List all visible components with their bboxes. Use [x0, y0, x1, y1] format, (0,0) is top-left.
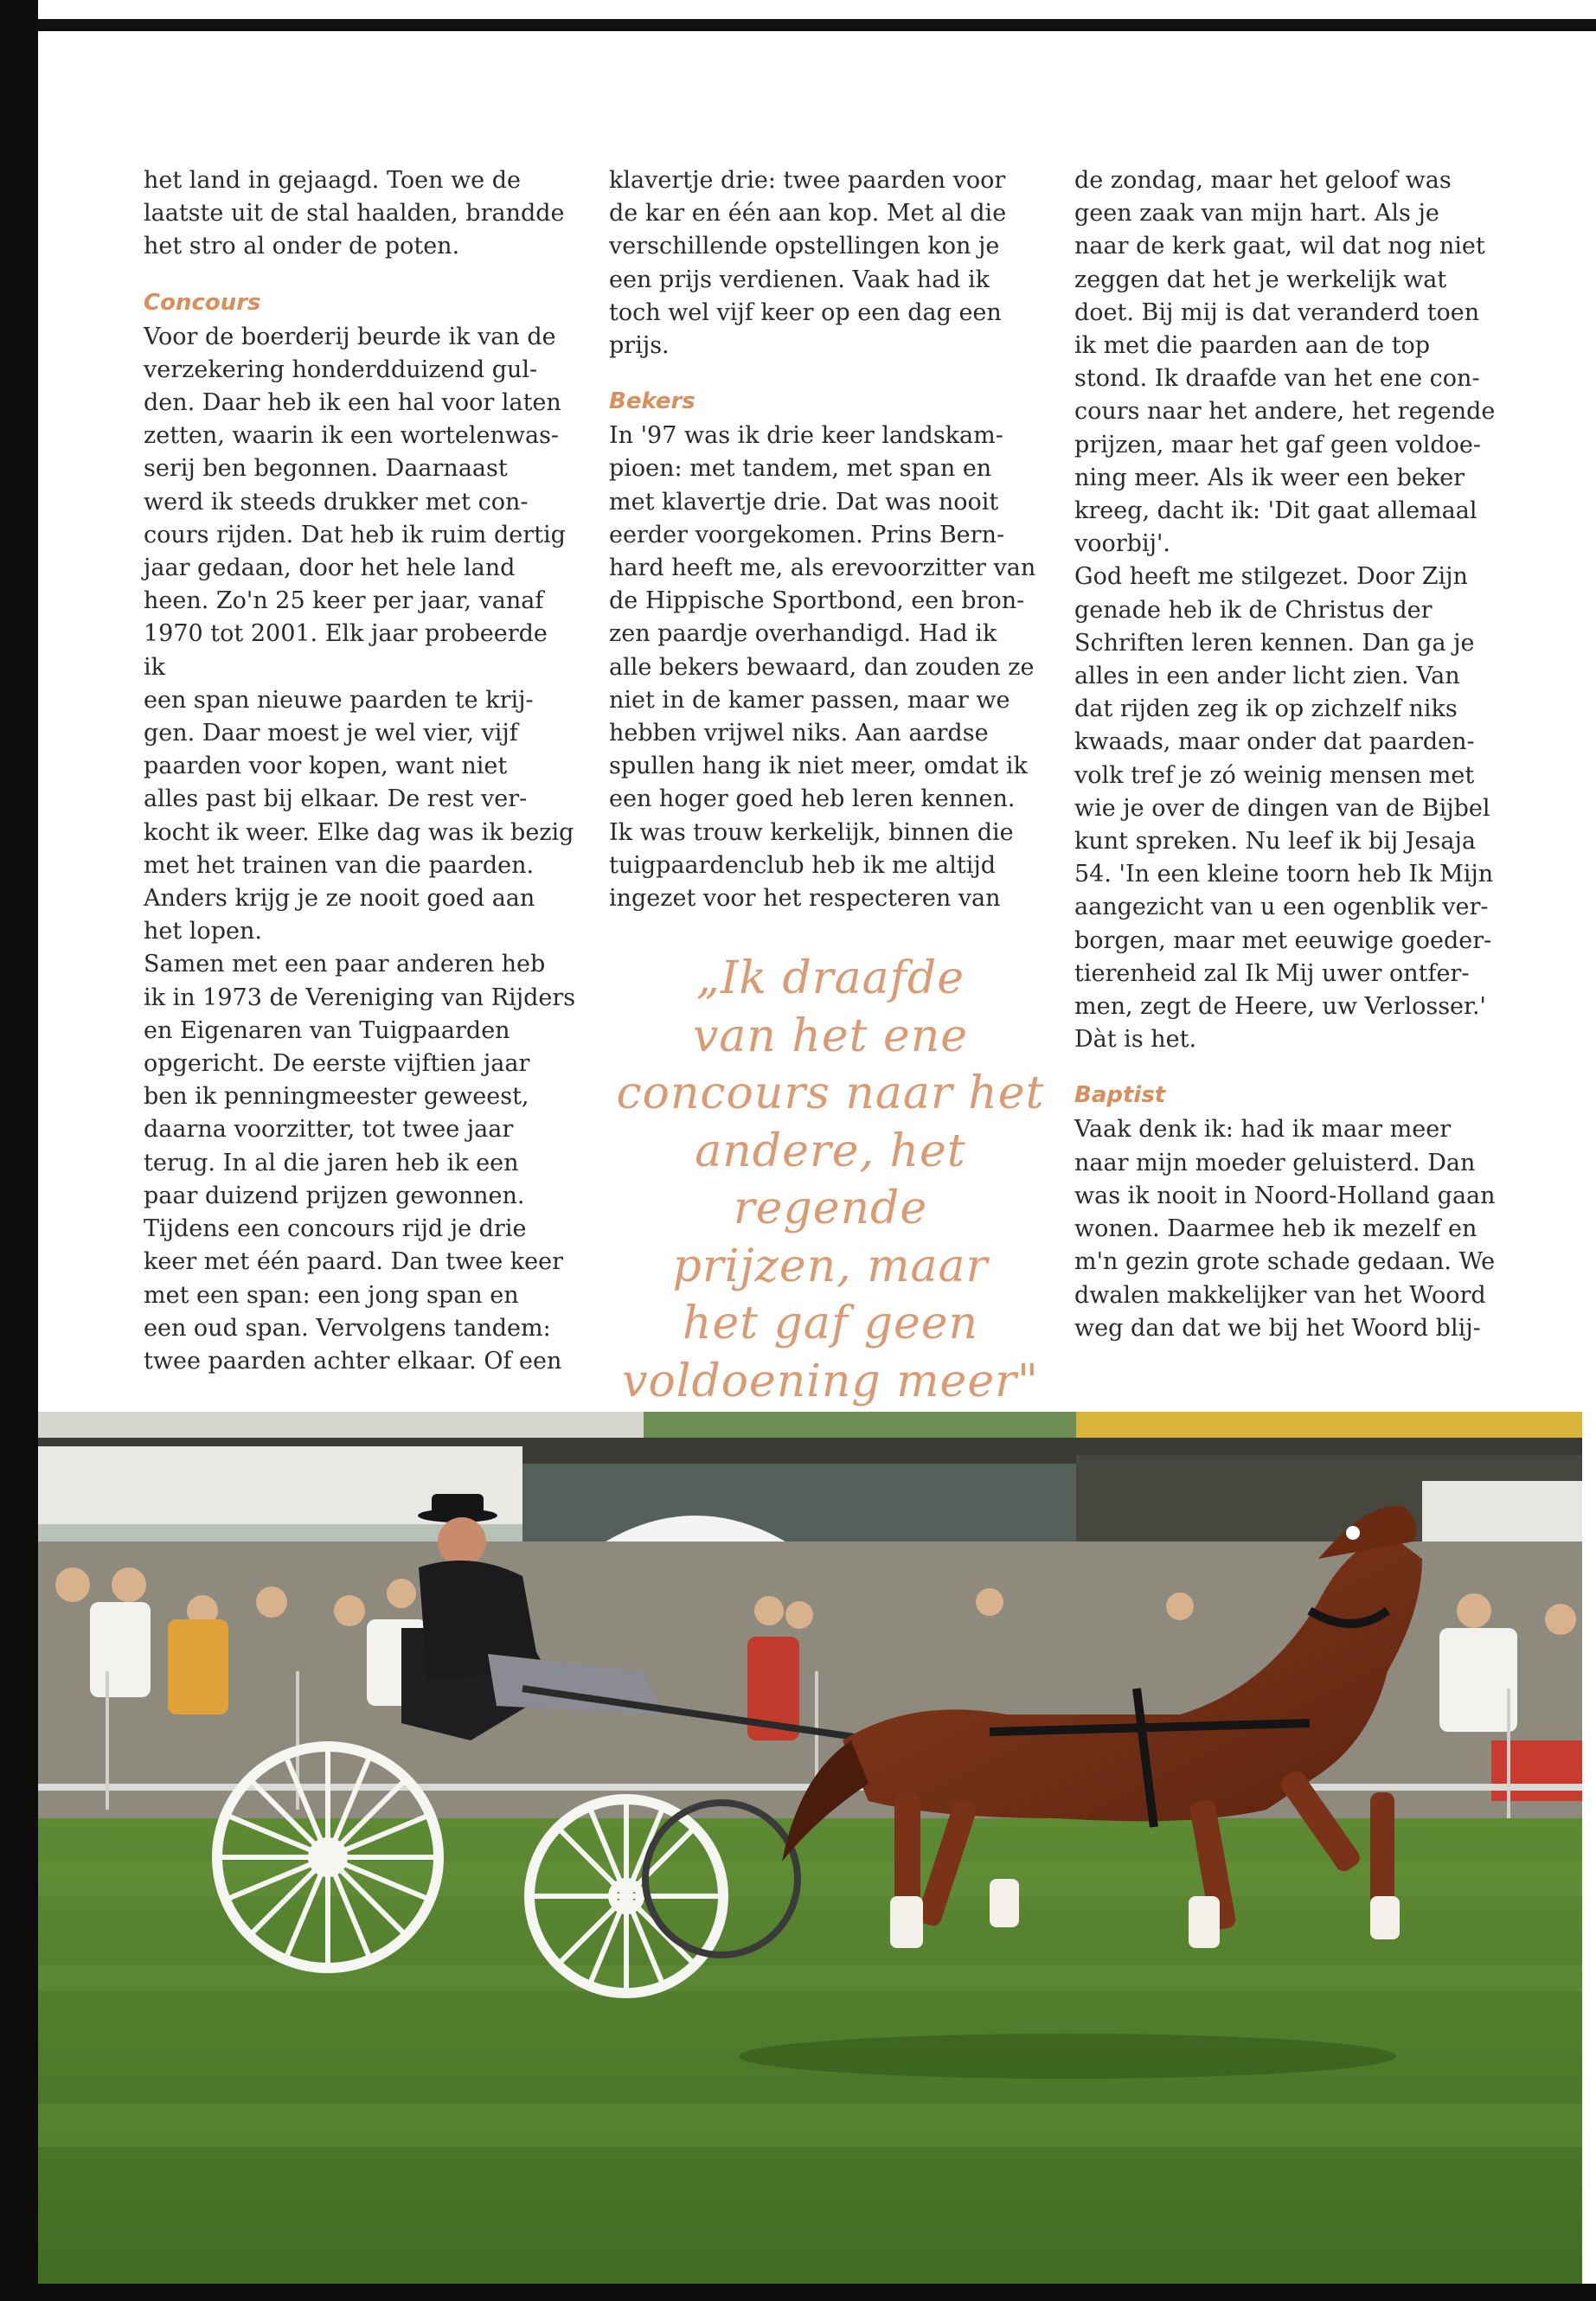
- carriage-driving-photo: [38, 1412, 1582, 2284]
- scan-top-border: [0, 19, 1596, 31]
- scan-left-border: [0, 0, 38, 2301]
- body-paragraph: de zondag, maar het geloof was geen zaak van mijn hart. Als je naar de kerk gaat, wil dat nog niet zeggen dat het je werkelijk wat doet. Bij mij is dat veranderd toen ik met die paarden aan de top stond. Ik draafde van het ene con- cours naar het andere, het regende prijzen, maar het gaf geen voldoe- ning meer. Als ik weer een beker kreeg, dacht ik: 'Dit gaat allemaal voorbij'. God heeft me stilgezet. Door Zijn genade heb ik de Christus der Schriften leren kennen. Dan ga je alles in een ander licht zien. Van dat rijden zeg ik op zichzelf niks kwaads, maar onder dat paarden- volk tref je zó weinig mensen met wie je over de dingen van de Bijbel kunt spreken. Nu leef ik bij Jesaja 54. 'In een kleine toorn heb Ik Mijn aangezicht van u een ogenblik ver- borgen, maar met eeuwige goeder- tierenheid zal Ik Mij uwer ontfer- men, zegt de Heere, uw Verlosser.' Dàt is het.: [1074, 167, 1496, 1054]
- body-paragraph: klavertje drie: twee paarden voor de kar en één aan kop. Met al die verschillende opstellingen kon je een prijs verdienen. Vaak had ik toch wel vijf keer op een dag een prijs.: [609, 167, 1007, 360]
- scan-bottom-border: [0, 2284, 1596, 2301]
- article-column-2: [609, 164, 1042, 915]
- section-heading: Baptist: [1074, 1082, 1166, 1109]
- section-heading: Concours: [144, 289, 261, 316]
- article-photo: [38, 1412, 1582, 2284]
- pull-quote: „Ik draafde van het ene concours naar het andere, het regende prijzen, maar het gaf geen voldoening meer": [616, 952, 1045, 1407]
- body-paragraph: Voor de boerderij beurde ik van de verzekering honderdduizend gul- den. Daar heb ik een hal voor laten zetten, waarin ik een wortelenwas- serij ben begonnen. Daarnaast werd ik steeds drukker met con- cours rijden. Dat heb ik ruim dertig jaar gedaan, door het hele land heen. Zo'n 25 keer per jaar, vanaf 1970 tot 2001. Elk jaar probeerde ik een span nieuwe paarden te krij- gen. Daar moest je wel vier, vijf paarden voor kopen, want niet alles past bij elkaar. De rest ver- kocht ik weer. Elke dag was ik bezig met het trainen van die paarden. Anders krijg je ze nooit goed aan het lopen. Samen met een paar anderen heb ik in 1973 de Vereniging van Rijders en Eigenaren van Tuigpaarden opgericht. De eerste vijftien jaar ben ik penningmeester geweest, daarna voorzitter, tot twee jaar terug. In al die jaren heb ik een paar duizend prijzen gewonnen. Tijdens een concours rijd je drie keer met één paard. Dan twee keer met een span: een jong span en een oud span. Vervolgens tandem: twee paarden achter elkaar. Of een: [144, 323, 576, 1375]
- body-paragraph: In '97 was ik drie keer landskam- pioen: met tandem, met span en met klavertje drie. Dat was nooit eerder voorgekomen. Prins Bern- hard heeft me, als erevoorzitter van de Hippische Sportbond, een bron- zen paardje overhandigd. Had ik alle bekers bewaard, dan zouden ze niet in de kamer passen, maar we hebben vrijwel niks. Aan aardse spullen hang ik niet meer, omdat ik een hoger goed heb leren kennen. Ik was trouw kerkelijk, binnen die tuigpaardenclub heb ik me altijd ingezet voor het respecteren van: [609, 422, 1036, 913]
- article-column-1: [144, 164, 576, 1378]
- body-paragraph: Vaak denk ik: had ik maar meer naar mijn moeder geluisterd. Dan was ik nooit in Noord-Holland gaan wonen. Daarmee heb ik mezelf en m'n gezin grote schade gedaan. We dwalen makkelijker van het Woord weg dan dat we bij het Woord blij-: [1074, 1116, 1496, 1342]
- body-paragraph: het land in gejaagd. Toen we de laatste uit de stal haalden, brandde het stro al onder de poten.: [144, 167, 565, 260]
- section-heading: Bekers: [609, 388, 695, 415]
- article-column-3: [1074, 164, 1507, 1345]
